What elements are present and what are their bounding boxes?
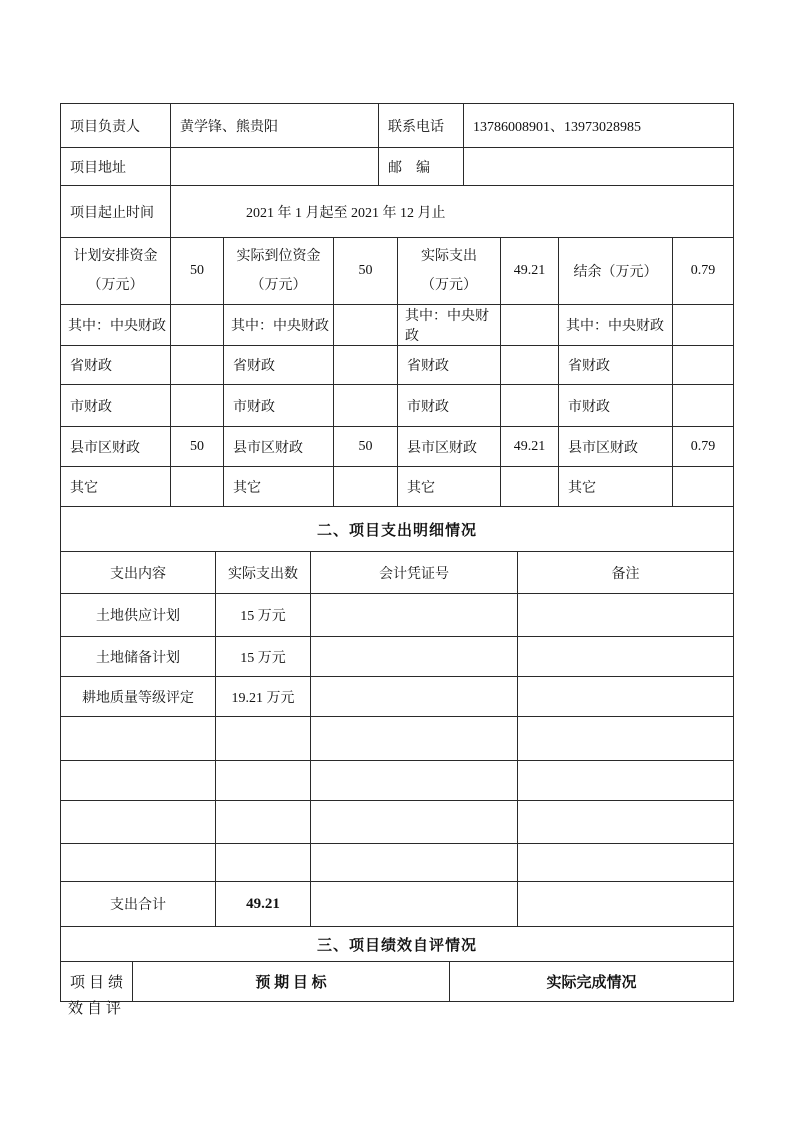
planned-funds-label: 计划安排资金 （万元） (61, 238, 171, 305)
expense-amount: 15 万元 (216, 637, 311, 677)
section3-title-row (61, 927, 734, 962)
other-finance-value (334, 467, 398, 507)
contact-phone-value: 13786008901、13973028985 (464, 104, 734, 148)
city-finance-value (501, 385, 559, 427)
other-finance-label: 其它 (224, 467, 334, 507)
city-finance-label: 市财政 (61, 385, 171, 427)
central-finance-label: 其中：中央财政 (398, 305, 501, 346)
expense-name (61, 761, 216, 801)
expense-note (518, 761, 734, 801)
expense-name: 土地供应计划 (61, 594, 216, 637)
expense-row-empty (61, 761, 734, 801)
other-finance-value (171, 467, 224, 507)
expense-amount (216, 801, 311, 844)
county-finance-value: 0.79 (673, 427, 734, 467)
expense-row (61, 637, 734, 677)
expense-note (518, 637, 734, 677)
project-leader-value: 黄学锋、熊贵阳 (171, 104, 379, 148)
expense-row (61, 594, 734, 637)
expense-name (61, 717, 216, 761)
project-period-label: 项目起止时间 (61, 186, 171, 238)
contact-phone-label: 联系电话 (379, 104, 464, 148)
received-funds-label: 实际到位资金 （万元） (224, 238, 334, 305)
expense-amount: 15 万元 (216, 594, 311, 637)
expense-note (518, 801, 734, 844)
expense-header-row (61, 552, 734, 594)
city-finance-label: 市财政 (398, 385, 501, 427)
table-row (61, 186, 734, 238)
expense-row (61, 677, 734, 717)
county-finance-label: 县市区财政 (61, 427, 171, 467)
expense-voucher (311, 637, 518, 677)
central-finance-value (673, 305, 734, 346)
col-header-expense-content: 支出内容 (61, 552, 216, 594)
expense-total-value: 49.21 (216, 882, 311, 927)
section3-title: 三、项目绩效自评情况 (61, 927, 734, 962)
expense-voucher (311, 594, 518, 637)
province-finance-value (673, 346, 734, 385)
central-finance-label: 其中：中央财政 (224, 305, 334, 346)
project-leader-label: 项目负责人 (61, 104, 171, 148)
expense-total-row (61, 882, 734, 927)
county-finance-label: 县市区财政 (559, 427, 673, 467)
expense-detail-table (60, 506, 734, 927)
expense-voucher (311, 677, 518, 717)
central-finance-value (171, 305, 224, 346)
funding-row-province (61, 346, 734, 385)
expense-voucher (311, 717, 518, 761)
planned-funds-value: 50 (171, 238, 224, 305)
expense-amount: 19.21 万元 (216, 677, 311, 717)
col-header-remark: 备注 (518, 552, 734, 594)
expense-note (518, 594, 734, 637)
expense-total-label: 支出合计 (61, 882, 216, 927)
actual-completion-header: 实际完成情况 (450, 962, 734, 1002)
performance-header-row (61, 962, 734, 1002)
project-address-value (171, 148, 379, 186)
project-address-label: 项目地址 (61, 148, 171, 186)
county-finance-label: 县市区财政 (398, 427, 501, 467)
central-finance-value (334, 305, 398, 346)
city-finance-value (673, 385, 734, 427)
funding-row-city (61, 385, 734, 427)
expense-name: 耕地质量等级评定 (61, 677, 216, 717)
expense-row-empty (61, 717, 734, 761)
received-funds-value: 50 (334, 238, 398, 305)
expense-name (61, 801, 216, 844)
actual-expenditure-label: 实际支出 （万元） (398, 238, 501, 305)
performance-row-header-continuation: 效自评 (67, 1001, 125, 1017)
county-finance-value: 49.21 (501, 427, 559, 467)
province-finance-value (334, 346, 398, 385)
expense-note (518, 717, 734, 761)
table-row (61, 148, 734, 186)
postal-code-value (464, 148, 734, 186)
funding-header-row (61, 238, 734, 305)
expense-name: 土地储备计划 (61, 637, 216, 677)
actual-expenditure-value: 49.21 (501, 238, 559, 305)
other-finance-label: 其它 (398, 467, 501, 507)
expense-total-voucher (311, 882, 518, 927)
balance-label: 结余（万元） (559, 238, 673, 305)
expense-amount (216, 761, 311, 801)
province-finance-label: 省财政 (224, 346, 334, 385)
expense-note (518, 677, 734, 717)
province-finance-label: 省财政 (559, 346, 673, 385)
expense-total-note (518, 882, 734, 927)
col-header-actual-amount: 实际支出数 (216, 552, 311, 594)
other-finance-value (673, 467, 734, 507)
city-finance-value (171, 385, 224, 427)
other-finance-label: 其它 (559, 467, 673, 507)
central-finance-label: 其中：中央财政 (61, 305, 171, 346)
funding-row-county (61, 427, 734, 467)
expense-voucher (311, 761, 518, 801)
section2-title-row (61, 507, 734, 552)
funding-row-other (61, 467, 734, 507)
expense-row-empty (61, 844, 734, 882)
form-content (60, 103, 733, 1002)
project-period-value: 2021 年 1 月起至 2021 年 12 月止 (171, 186, 734, 238)
county-finance-value: 50 (171, 427, 224, 467)
other-finance-label: 其它 (61, 467, 171, 507)
table-row (61, 104, 734, 148)
province-finance-value (171, 346, 224, 385)
expense-voucher (311, 801, 518, 844)
col-header-voucher-no: 会计凭证号 (311, 552, 518, 594)
funding-table (60, 237, 734, 507)
county-finance-value: 50 (334, 427, 398, 467)
province-finance-label: 省财政 (61, 346, 171, 385)
expected-goal-header: 预 期 目 标 (133, 962, 450, 1002)
funding-row-central (61, 305, 734, 346)
city-finance-label: 市财政 (224, 385, 334, 427)
city-finance-value (334, 385, 398, 427)
expense-note (518, 844, 734, 882)
province-finance-value (501, 346, 559, 385)
performance-table (60, 926, 734, 1002)
central-finance-value (501, 305, 559, 346)
province-finance-label: 省财政 (398, 346, 501, 385)
expense-name (61, 844, 216, 882)
expense-amount (216, 844, 311, 882)
performance-row-header: 项目绩 (61, 962, 133, 1002)
balance-value: 0.79 (673, 238, 734, 305)
project-info-table (60, 103, 734, 238)
county-finance-label: 县市区财政 (224, 427, 334, 467)
postal-code-label: 邮 编 (379, 148, 464, 186)
expense-amount (216, 717, 311, 761)
city-finance-label: 市财政 (559, 385, 673, 427)
central-finance-label: 其中：中央财政 (559, 305, 673, 346)
expense-voucher (311, 844, 518, 882)
expense-row-empty (61, 801, 734, 844)
other-finance-value (501, 467, 559, 507)
section2-title: 二、项目支出明细情况 (61, 507, 734, 552)
